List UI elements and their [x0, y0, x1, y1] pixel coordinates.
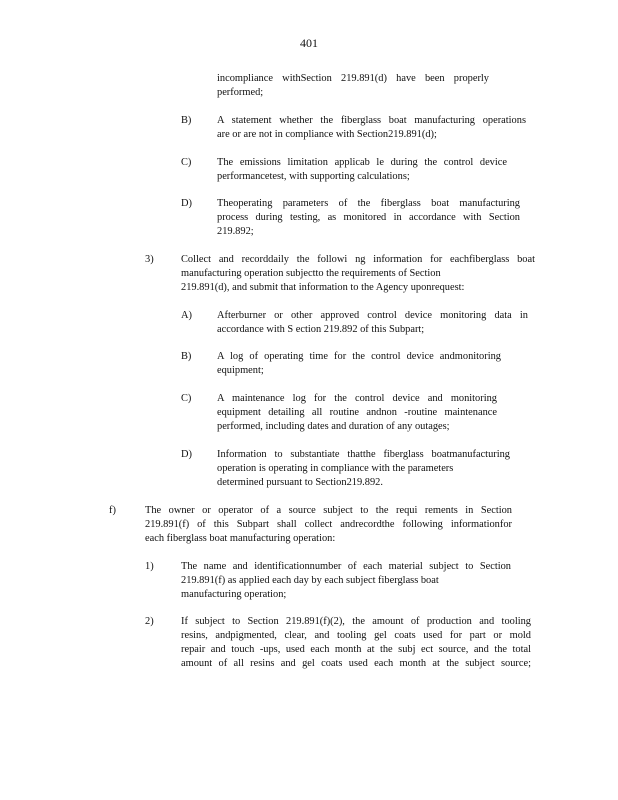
text-line: The name and identificationnumber of each material subject to Section	[181, 561, 511, 572]
item-label-2: 2)	[145, 616, 154, 627]
item-label-b: B)	[181, 351, 192, 362]
text-line: The emissions limitation applicab le during the control device	[217, 157, 507, 168]
text-line: manufacturing operation subjectto the requirements of Section	[181, 268, 441, 279]
text-line: incompliance withSection 219.891(d) have been properly	[217, 73, 489, 84]
text-line: performed;	[217, 87, 264, 98]
item-label-3: 3)	[145, 254, 154, 265]
text-line: A log of operating time for the control device andmonitoring	[217, 351, 501, 362]
text-line: Collect and recorddaily the followi ng information for eachfiberglass boat	[181, 254, 535, 265]
item-3-text	[181, 253, 535, 295]
text-line: performed, including dates and duration of any outages;	[217, 421, 450, 432]
text-line: operation is operating in compliance with the parameters	[217, 463, 454, 474]
item-f-text	[145, 504, 512, 546]
item-c-text	[217, 156, 507, 184]
text-line: 219.891(d), and submit that information to the Agency uponrequest:	[181, 282, 465, 293]
text-line: A statement whether the fiberglass boat manufacturing operations	[217, 115, 526, 126]
item-2-text	[181, 615, 531, 671]
continuation-text	[217, 72, 489, 100]
item-b-text	[217, 350, 501, 378]
text-line: A maintenance log for the control device and monitoring	[217, 393, 497, 404]
item-d-text	[217, 448, 510, 490]
text-line: resins, andpigmented, clear, and tooling gel coats used for part or mold	[181, 630, 531, 641]
text-line: 219.891(f) of this Subpart shall collect andrecordthe following informationfor	[145, 519, 512, 530]
item-d-text	[217, 197, 520, 239]
item-label-b: B)	[181, 115, 192, 126]
item-label-c: C)	[181, 393, 192, 404]
text-line: If subject to Section 219.891(f)(2), the amount of production and tooling	[181, 616, 531, 627]
text-line: 219.891(f) as applied each day by each subject fiberglass boat	[181, 575, 439, 586]
item-c-text	[217, 392, 497, 434]
text-line: repair and touch -ups, used each month at the subj ect source, and the total	[181, 644, 531, 655]
text-line: The owner or operator of a source subject to the requi rements in Section	[145, 505, 512, 516]
text-line: determined pursuant to Section219.892.	[217, 477, 383, 488]
text-line: equipment;	[217, 365, 264, 376]
text-line: Theoperating parameters of the fiberglass boat manufacturing	[217, 198, 520, 209]
item-label-d: D)	[181, 449, 192, 460]
text-line: process during testing, as monitored in accordance with Section	[217, 212, 520, 223]
item-a-text	[217, 309, 528, 337]
text-line: each fiberglass boat manufacturing operation:	[145, 533, 336, 544]
item-label-c: C)	[181, 157, 192, 168]
item-label-a: A)	[181, 310, 192, 321]
text-line: manufacturing operation;	[181, 589, 287, 600]
text-line: 219.892;	[217, 226, 254, 237]
item-label-d: D)	[181, 198, 192, 209]
text-line: Afterburner or other approved control device monitoring data in	[217, 310, 528, 321]
text-line: amount of all resins and gel coats used each month at the subject source;	[181, 658, 531, 669]
text-line: equipment detailing all routine andnon -routine maintenance	[217, 407, 497, 418]
item-1-text	[181, 560, 511, 602]
item-label-1: 1)	[145, 561, 154, 572]
text-line: accordance with S ection 219.892 of this Subpart;	[217, 324, 425, 335]
item-b-text	[217, 114, 526, 142]
text-line: Information to substantiate thatthe fiberglass boatmanufacturing	[217, 449, 510, 460]
text-line: performancetest, with supporting calculations;	[217, 171, 410, 182]
page-number: 401	[300, 36, 318, 50]
item-label-f: f)	[109, 505, 116, 516]
text-line: are or are not in compliance with Section219.891(d);	[217, 129, 437, 140]
